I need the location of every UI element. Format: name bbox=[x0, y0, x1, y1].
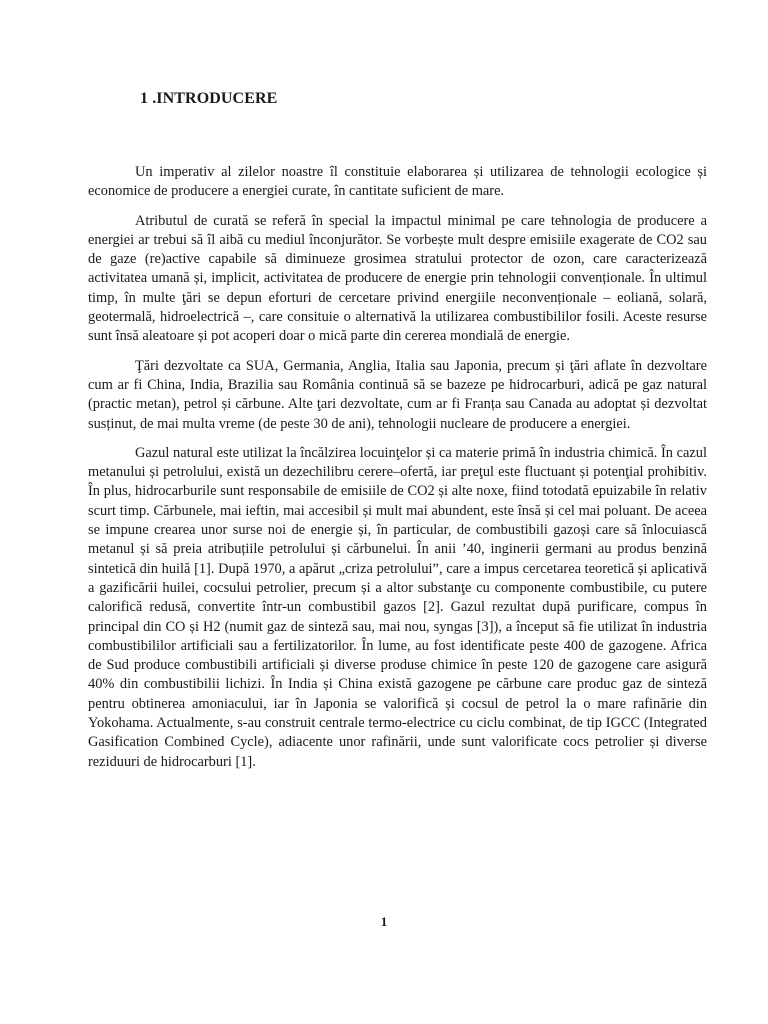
body-text bbox=[88, 163, 707, 782]
paragraph: Atributul de curată se referă în special la impactul minimal pe care tehnologia de producere a energiei ar trebui să îl aibă cu mediul înconjurător. Se vorbește mult despre emisiile exagerate de CO2 sau de gaze (re)active capabile să diminueze grosimea stratului protector de ozon, care caracterizează activitatea umană și, implicit, activitatea de producere de energie prin tehnologii convenționale. În ultimul timp, în multe ţări se depun eforturi de cercetare privind energiile neconvenționale – eoliană, solară, geotermală, hidroelectrică –, care consituie o alternativă la utilizarea combustibililor fosili. Aceste resurse sunt însă aleatoare și pot acoperi doar o mică parte din cererea mondială de energie. bbox=[88, 212, 707, 345]
paragraph: Un imperativ al zilelor noastre îl constituie elaborarea și utilizarea de tehnologii ecologice și economice de producere a energiei curate, în cantitate suficient de mare. bbox=[88, 164, 707, 200]
paragraph: Gazul natural este utilizat la încălzirea locuinţelor și ca materie primă în industria chimică. În cazul metanului și petrolului, există un dezechilibru cerere–ofertă, iar preţul este fluctuant și potenţial prohibitiv. În plus, hidrocarburile sunt responsabile de emisiile de CO2 și alte noxe, fiind totodată epuizabile în relativ scurt timp. Cărbunele, mai ieftin, mai accesibil și mult mai abundent, este însă și cel mai poluant. De aceea se impune crearea unor surse noi de energie și, în particular, de combustibili gazoși care să înlocuiască metanul și să preia atribuțiile petrolului și cărbunelui. În anii ’40, inginerii germani au produs benzină sintetică din huilă [1]. După 1970, a apărut „criza petrolului”, care a impus cercetarea teoretică și aplicativă a gazificării huilei, cocsului petrolier, precum și a altor substanţe cu componente combustibile, cu putere calorifică redusă, convertite într-un combustibil gazos [2]. Gazul rezultat după purificare, compus în principal din CO și H2 (numit gaz de sinteză sau, mai nou, syngas [3]), a început să fie utilizat în industria combustibililor artificiali sau a fertilizatorilor. În lume, au fost identificate peste 400 de gazogene. Africa de Sud produce combustibili artificiali și diverse produse chimice în peste 120 de gazogene care asigură 40% din combustibilii lichizi. În India și China există gazogene pe cărbune care produc gaz de sinteză pentru obtinerea amoniacului, iar în Japonia se valorifică și cocsul de petrol la o mare rafinărie din Yokohama. Actualmente, s-au construit centrale termo-electrice cu ciclu combinat, de tip IGCC (Integrated Gasification Combined Cycle), adiacente unor rafinării, unde sunt valorificate cocs petrolier și diverse reziduuri de hidrocarburi [1]. bbox=[88, 444, 707, 770]
page-number: 1 bbox=[380, 914, 388, 929]
section-heading: 1 .INTRODUCERE bbox=[140, 90, 278, 107]
paragraph: Ţări dezvoltate ca SUA, Germania, Anglia, Italia sau Japonia, precum și ţări aflate în dezvoltare cum ar fi China, India, Brazilia sau România continuă să se bazeze pe hidrocarburi, adică pe gaz natural (practic metan), petrol și cărbune. Alte ţari dezvoltate, cum ar fi Franța sau Canada au adoptat și dezvoltat susținut, de mai multa vreme (de peste 30 de ani), tehnologii nucleare de producere a energiei. bbox=[88, 357, 707, 432]
